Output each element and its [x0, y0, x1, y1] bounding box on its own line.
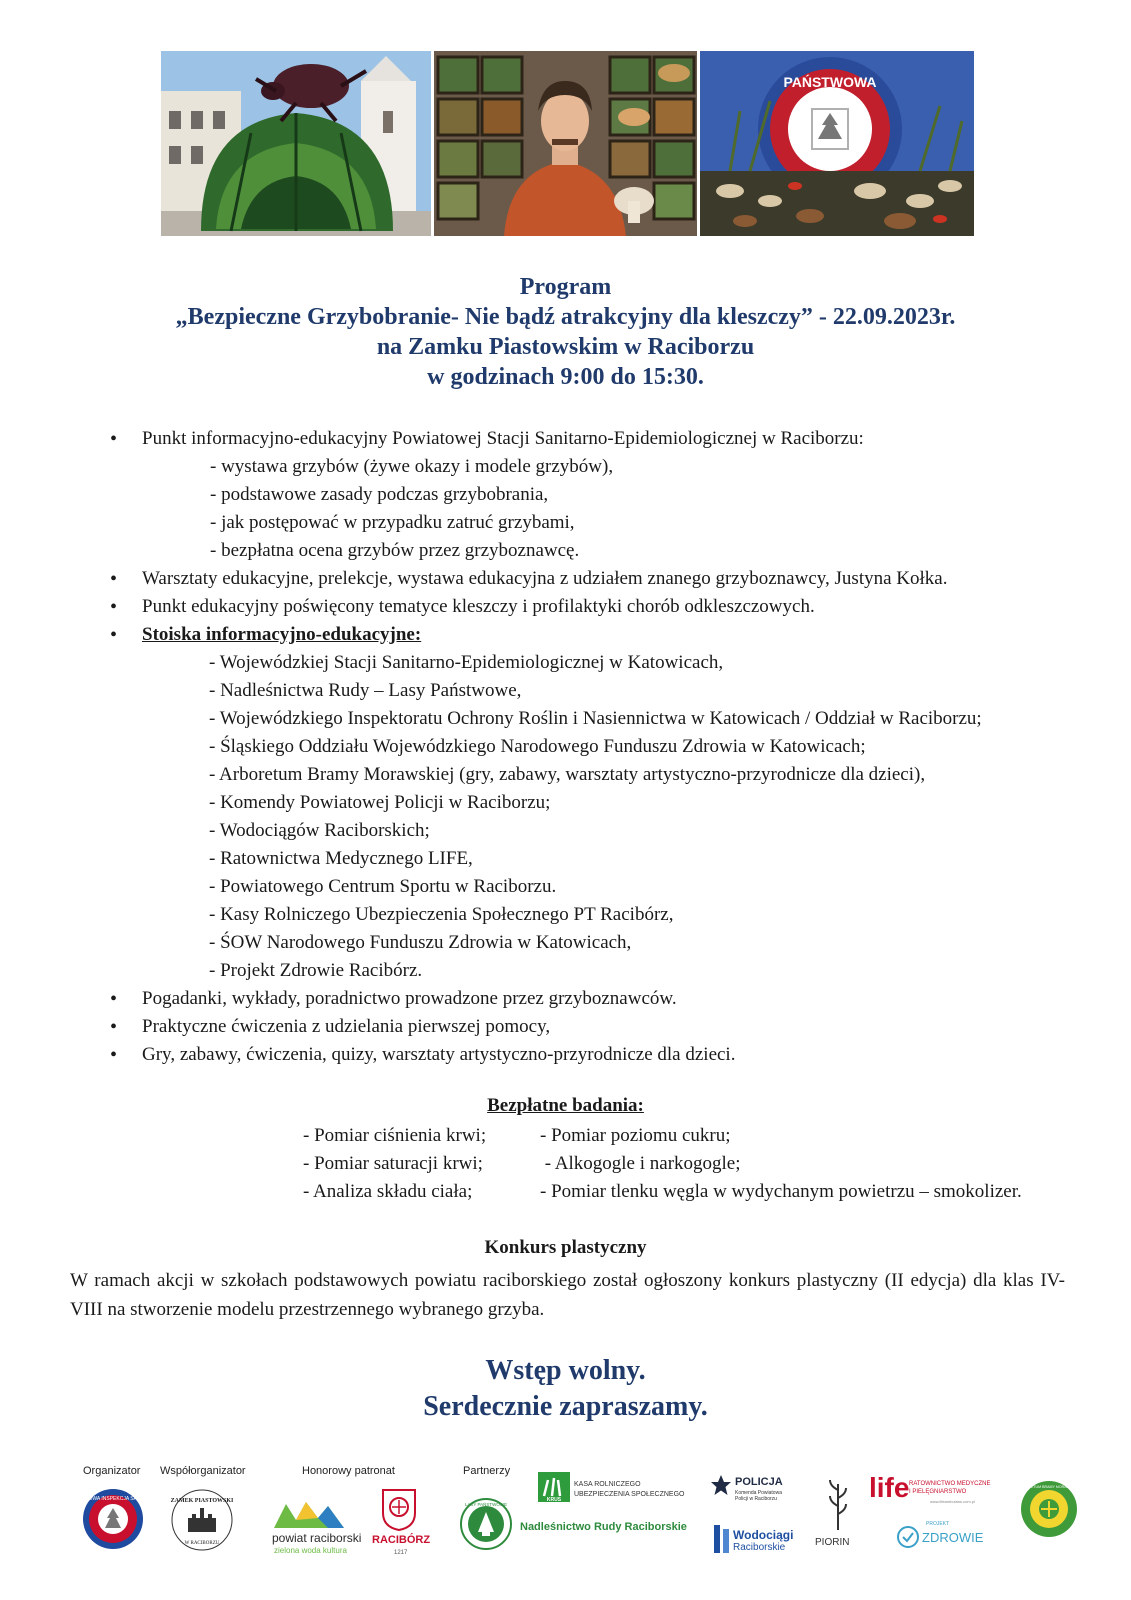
tests-title: Bezpłatne badania: [487, 1095, 644, 1116]
list-item: • Praktyczne ćwiczenia z udzielania pierwszej pomocy, [0, 1013, 1131, 1041]
waterworks-line1: Wodociągi [733, 1528, 794, 1542]
stand-item: - Projekt Zdrowie Racibórz. [209, 960, 423, 981]
stand-item: - ŚOW Narodowego Funduszu Zdrowia w Katowicach, [209, 932, 632, 953]
waterworks-line2: Raciborskie [733, 1542, 786, 1553]
county-slogan: zielona woda kultura [274, 1546, 347, 1555]
badge-text: PAŃSTWOWA [783, 74, 877, 90]
pis-logo-text: PAŃSTWOWA INSPEKCJA SANITARNA [67, 1496, 159, 1502]
police-sub1: Komenda Powiatowa [735, 1490, 782, 1496]
arboretum-logo [1020, 1480, 1078, 1538]
raciborz-year: 1217 [394, 1550, 408, 1556]
waterworks-icon [714, 1525, 730, 1553]
krus-line1: KASA ROLNICZEGO [574, 1481, 641, 1488]
police-sub2: Policji w Raciborzu [735, 1496, 777, 1502]
stand-item: - Wojewódzkiej Stacji Sanitarno-Epidemiologicznej w Katowicach, [209, 652, 724, 673]
krus-line2: UBEZPIECZENIA SPOŁECZNEGO [574, 1491, 685, 1498]
list-item: • Punkt informacyjno-edukacyjny Powiatowej Stacji Sanitarno-Epidemiologicznej w Raciborzu: [0, 425, 1131, 453]
list-item: • Warsztaty edukacyjne, prelekcje, wystawa edukacyjna z udziałem znanego grzyboznawcy, Justyna Kołka. [0, 565, 1131, 593]
health-project-icon [897, 1526, 919, 1548]
test-item: - Analiza składu ciała; [303, 1181, 473, 1202]
stand-item: - Kasy Rolniczego Ubezpieczenia Społecznego PT Racibórz, [209, 904, 674, 925]
state-forests-text: LASY PAŃSTWOWE [464, 1502, 508, 1507]
list-subitem: - podstawowe zasady podczas grzybobrania, [210, 484, 549, 505]
stand-item: - Wodociągów Raciborskich; [209, 820, 430, 841]
arboretum-text: ARBORETUM BRAMY MORAWSKIEJ [1018, 1485, 1080, 1489]
police-name: POLICJA [735, 1476, 783, 1488]
krus-logo [538, 1472, 570, 1502]
partners-label: Partnerzy [463, 1465, 511, 1477]
life-url: www.lifeambulans.com.pl [930, 1499, 975, 1504]
photo-sanitary-badge-mushrooms [700, 51, 974, 236]
stand-item: - Komendy Powiatowej Policji w Raciborzu; [209, 792, 551, 813]
invitation [0, 1353, 1131, 1425]
event-line: „Bezpieczne Grzybobranie- Nie bądź atrakcyjny dla kleszczy” - 22.09.2023r. [175, 304, 956, 330]
patronage-label: Honorowy patronat [302, 1465, 395, 1477]
list-subitem: - wystawa grzybów (żywe okazy i modele grzybów), [210, 456, 614, 477]
stands-heading: Stoiska informacyjno-edukacyjne: [142, 624, 422, 645]
list-subitem: - bezpłatna ocena grzybów przez grzyboznawcę. [210, 540, 580, 561]
page-title [0, 272, 1131, 392]
location-line: na Zamku Piastowskim w Raciborzu [376, 334, 755, 360]
invitation-line2: Serdecznie zapraszamy. [423, 1391, 708, 1422]
life-mark: life [869, 1472, 910, 1503]
photo-mycologist [434, 51, 697, 236]
state-forests-logo [460, 1498, 512, 1550]
castle-logo-text: ZAMEK PIASTOWSKI [170, 1498, 234, 1504]
health-label: ZDROWIE [922, 1530, 984, 1545]
contest-text: W ramach akcji w szkołach podstawowych powiatu raciborskiego został ogłoszony konkurs plastyczny (II edycja) dla klas IV-VIII na stworzenie modelu przestrzennego wybranego grzyba. [70, 1270, 1065, 1320]
project-label: PROJEKT [926, 1521, 950, 1527]
police-star-icon [710, 1474, 732, 1498]
test-item: - Alkogogle i narkogogle; [540, 1153, 741, 1174]
stand-item: - Arboretum Bramy Morawskiej (gry, zabawy, warsztaty artystyczno-przyrodnicze dla dzieci), [209, 764, 926, 785]
raciborz-name: RACIBÓRZ [372, 1534, 431, 1546]
program-list [0, 425, 1131, 1069]
county-logo [272, 1498, 352, 1532]
castle-logo-text-bottom: W RACIBORZU [184, 1541, 220, 1546]
raciborz-crest [380, 1487, 418, 1531]
contest-title: Konkurs plastyczny [484, 1237, 647, 1258]
program-label: Program [519, 274, 612, 300]
life-line2: I PIELĘGNIARSTWO [909, 1489, 967, 1495]
forest-district-name: Nadleśnictwo Rudy Raciborskie [520, 1521, 687, 1533]
hours-line: w godzinach 9:00 do 15:30. [427, 364, 704, 390]
list-item [0, 621, 1131, 649]
castle-logo [170, 1488, 234, 1552]
stand-item: - Powiatowego Centrum Sportu w Raciborzu. [209, 876, 557, 897]
list-item: • Gry, zabawy, ćwiczenia, quizy, warsztaty artystyczno-przyrodnicze dla dzieci. [0, 1041, 1131, 1069]
test-item: - Pomiar saturacji krwi; [303, 1153, 483, 1174]
list-subitem: - jak postępować w przypadku zatruć grzybami, [210, 512, 575, 533]
coorganizer-label: Współorganizator [160, 1465, 246, 1477]
stand-item: - Śląskiego Oddziału Wojewódzkiego Narodowego Funduszu Zdrowia w Katowicach; [209, 736, 866, 757]
organizer-label: Organizator [83, 1465, 141, 1477]
test-item: - Pomiar poziomu cukru; [540, 1125, 731, 1146]
test-item: - Pomiar tlenku węgla w wydychanym powietrzu – smokolizer. [540, 1181, 1022, 1202]
county-name: powiat raciborski [272, 1531, 362, 1545]
invitation-line1: Wstęp wolny. [485, 1355, 646, 1386]
list-item: • Pogadanki, wykłady, poradnictwo prowadzone przez grzyboznawców. [0, 985, 1131, 1013]
stand-item: - Wojewódzkiego Inspektoratu Ochrony Roślin i Nasiennictwa w Katowicach / Oddział w Raciborzu; [209, 708, 982, 729]
stand-item: - Ratownictwa Medycznego LIFE, [209, 848, 473, 869]
krus-mark: KRUS [546, 1497, 562, 1503]
piorin-logo [826, 1478, 850, 1532]
stand-item: - Nadleśnictwa Rudy – Lasy Państwowe, [209, 680, 522, 701]
list-item: • Punkt edukacyjny poświęcony tematyce kleszczy i profilaktyki chorób odkleszczowych. [0, 593, 1131, 621]
sanitary-inspection-logo [67, 1488, 159, 1550]
piorin-name: PIORIN [815, 1537, 850, 1548]
test-item: - Pomiar ciśnienia krwi; [303, 1125, 487, 1146]
photo-inflatable-tick-dome [161, 51, 431, 236]
life-line1: RATOWNICTWO MEDYCZNE [909, 1481, 991, 1487]
tests-grid [303, 1122, 1022, 1206]
photo-banner [161, 51, 974, 236]
